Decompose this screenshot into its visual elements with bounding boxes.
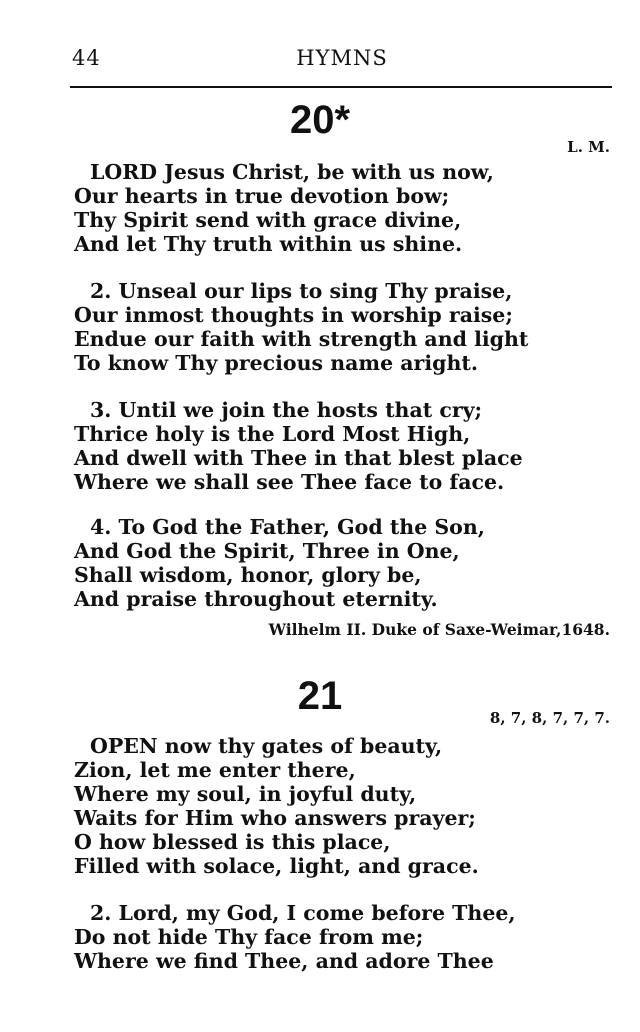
hymn-line: Where we shall see Thee face to face. [74,470,505,494]
hymn-line: Where my soul, in joyful duty, [74,782,417,806]
hymn-line: Filled with solace, light, and grace. [74,854,479,878]
hymn-line: 2. Unseal our lips to sing Thy praise, [90,279,513,303]
stanza [74,515,614,611]
hymn-meter: L. M. [567,138,610,156]
hymn-line: Zion, let me enter there, [74,758,356,782]
hymn-line: Endue our faith with strength and light [74,327,529,351]
hymn-line: And praise throughout eternity. [74,587,438,611]
stanza [74,901,614,973]
stanza [74,279,614,375]
stanza [74,734,614,878]
running-title: HYMNS [296,46,388,70]
hymn-line: 3. Until we join the hosts that cry; [90,398,483,422]
hymn-line: Where we find Thee, and adore Thee [74,949,494,973]
hymn-meter: 8, 7, 8, 7, 7, 7. [489,709,610,727]
page-number: 44 [72,46,101,70]
hymn-line: Our inmost thoughts in worship raise; [74,303,513,327]
hymn-line: To know Thy precious name aright. [74,351,478,375]
hymn-line: Do not hide Thy face from me; [74,925,424,949]
hymn-line: And dwell with Thee in that blest place [74,446,523,470]
stanza [74,160,614,256]
hymn-line: Waits for Him who answers prayer; [74,806,476,830]
hymn-number: 20* [289,98,351,142]
hymn-line: Shall wisdom, honor, glory be, [74,563,422,587]
hymn-line: Thrice holy is the Lord Most High, [74,422,471,446]
hymn-author: Wilhelm II. Duke of Saxe-Weimar,1648. [268,620,610,639]
hymn-line: 2. Lord, my God, I come before Thee, [90,901,516,925]
hymn-line: Our hearts in true devotion bow; [74,184,450,208]
hymn-line: And God the Spirit, Three in One, [74,539,460,563]
hymn-line: LORD Jesus Christ, be with us now, [90,160,494,184]
page-header [72,46,612,76]
hymn-line: O how blessed is this place, [74,830,391,854]
stanza [74,398,614,494]
hymn-line: And let Thy truth within us shine. [74,232,463,256]
hymn-line: OPEN now thy gates of beauty, [90,734,443,758]
hymn-number: 21 [297,674,343,718]
hymn-line: 4. To God the Father, God the Son, [90,515,485,539]
header-rule [70,86,612,88]
hymn-line: Thy Spirit send with grace divine, [74,208,462,232]
